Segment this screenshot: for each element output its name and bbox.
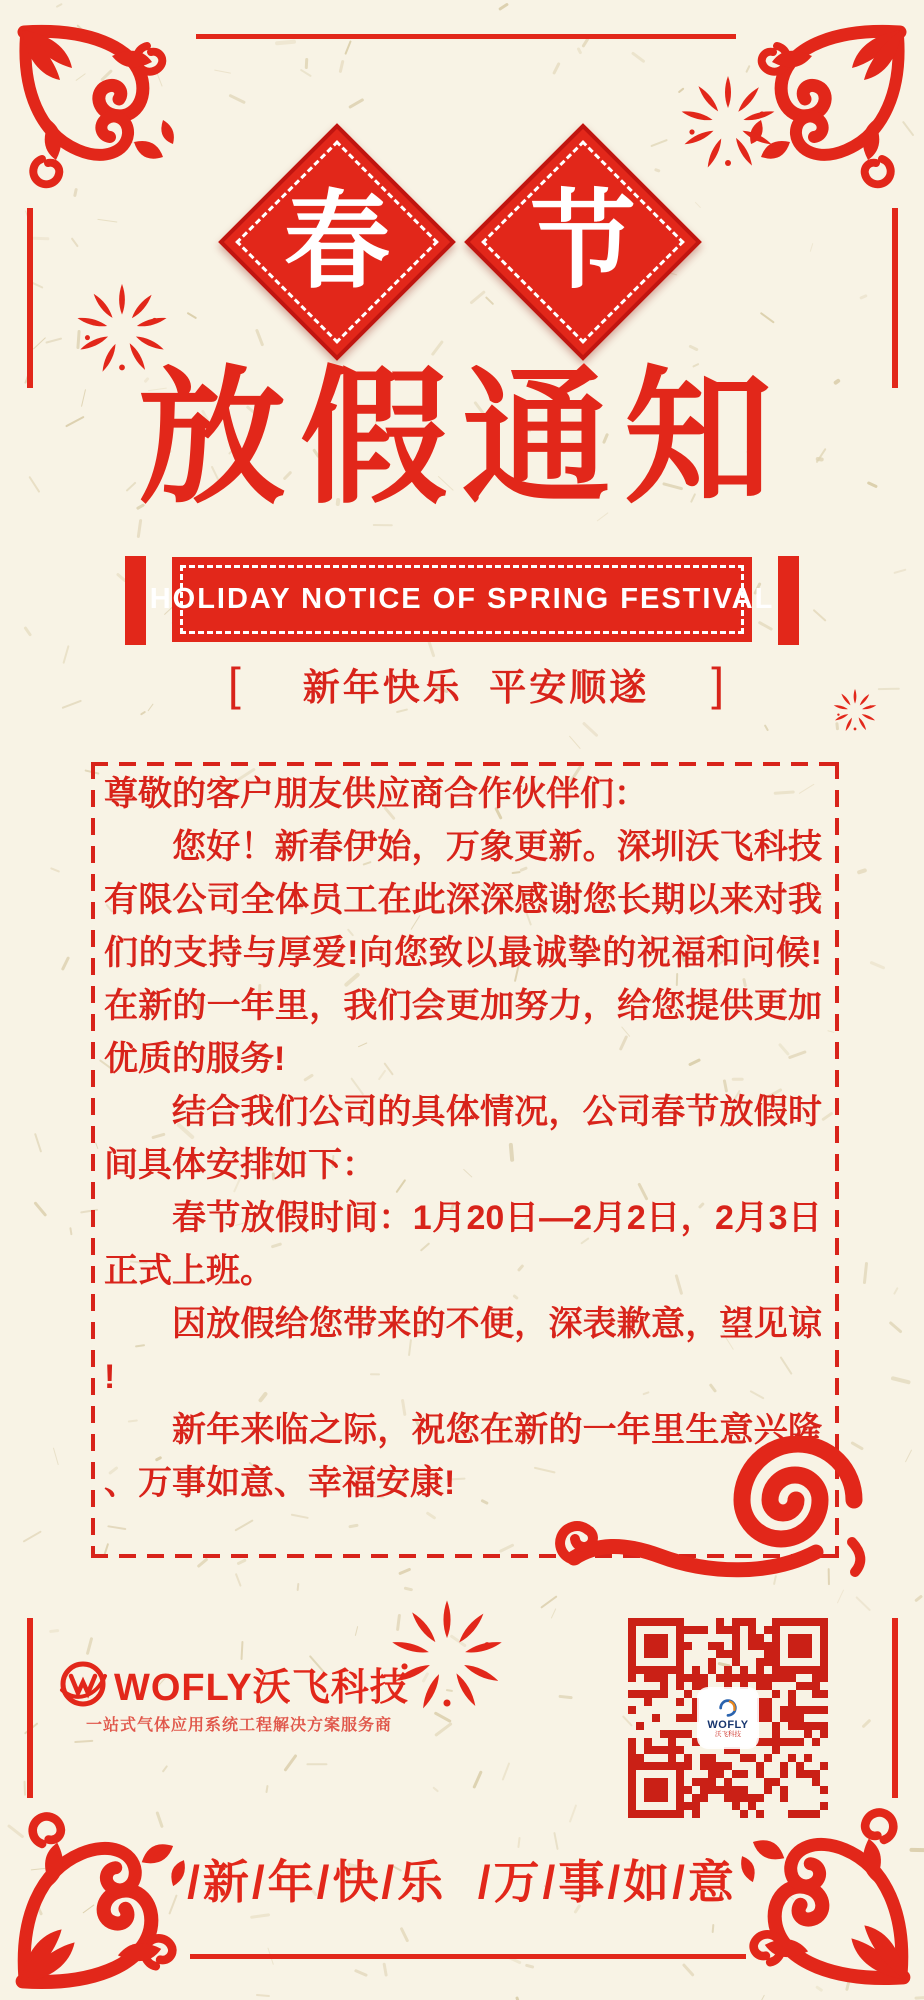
brand-tagline: 一站式气体应用系统工程解决方案服务商 — [86, 1717, 393, 1734]
notice-paragraph: 春节放假时间：1月20日—2月2日，2月3日正式上班。 — [104, 1199, 822, 1290]
notice-box-border-left — [91, 762, 95, 1558]
notice-paragraph: 结合我们公司的具体情况，公司春节放假时间具体安排如下： — [104, 1093, 822, 1184]
greeting-phrase: 新年快乐 平安顺遂 — [302, 667, 650, 708]
page-title: 放假通知 — [138, 356, 786, 521]
greeting-line — [228, 658, 724, 710]
qr-badge-brand: WOFLY — [707, 1719, 749, 1732]
notice-paragraph: 新年来临之际，祝您在新的一年里生意兴隆、万事如意、幸福安康! — [104, 1411, 822, 1502]
brand-name: WOFLY沃飞科技 — [114, 1667, 409, 1709]
notice-box-border-top — [91, 762, 839, 766]
spring-character: 春 — [284, 183, 390, 301]
left-bracket: [ — [228, 658, 241, 710]
qr-badge-sub: 沃飞科技 — [715, 1731, 741, 1739]
festival-character: 节 — [530, 183, 636, 301]
banner-text: HOLIDAY NOTICE OF SPRING FESTIVAL — [149, 583, 775, 615]
notice-salutation: 尊敬的客户朋友供应商合作伙伴们： — [104, 775, 648, 813]
frame-line-top — [196, 34, 736, 39]
firework-icon — [678, 74, 778, 174]
wofly-logo-icon — [58, 1659, 108, 1709]
notice-paragraph: 因放假给您带来的不便，深表歉意，望见谅! — [104, 1305, 822, 1396]
brand-block — [58, 1656, 409, 1711]
banner-ribbon-end-left — [125, 556, 146, 645]
frame-line-right-bottom — [892, 1618, 898, 1798]
qr-badge-logo-icon — [717, 1697, 739, 1719]
firework-icon — [832, 688, 878, 734]
corner-flourish-icon — [16, 24, 186, 194]
notice-body — [104, 768, 822, 1510]
qr-center-badge — [699, 1689, 757, 1747]
notice-paragraph: 您好！新春伊始，万象更新。深圳沃飞科技有限公司全体员工在此深深感谢您长期以来对我们的支持与厚爱!向您致以最诚挚的祝福和问候!在新的一年里，我们会更加努力，给您提供更加优质的服务! — [104, 828, 822, 1078]
blessing-text: /新/年/快/乐 /万/事/如/意 — [187, 1856, 737, 1908]
cloud-icon — [498, 1436, 888, 1586]
english-banner — [149, 557, 775, 642]
frame-line-bottom — [190, 1954, 746, 1959]
right-bracket: ] — [711, 658, 724, 710]
frame-line-left-bottom — [27, 1618, 33, 1798]
banner-ribbon-end-right — [778, 556, 799, 645]
